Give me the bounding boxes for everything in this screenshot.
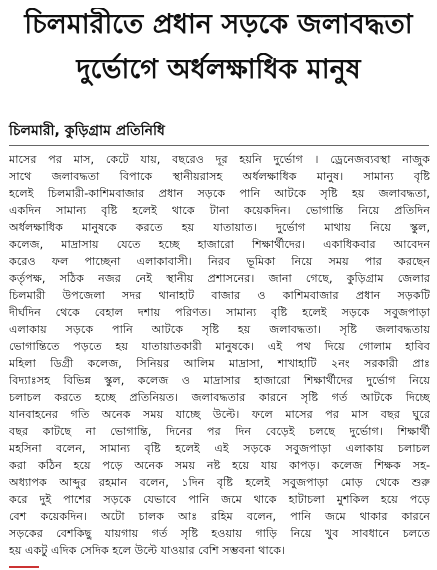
body-line: চিলমারী উপজেলা সদর থানাহাট বাজার ও কাশিমবাজার প্রধান সড়কটি [9, 289, 430, 302]
body-line: মাসের পর মাস, কেটে যায়, বছরেও দূর হয়নি দুর্ভোগ । ড্রেনেজব্যবস্থা নাজুক [9, 153, 430, 166]
body-line: হয় একটু এদিক সেদিক হলে উল্টে যাওয়ার বেশি সম্ভবনা থাকে। [9, 544, 286, 557]
body-line: কলেজ, মাদ্রাসায় যেতে হচ্ছে হাজারো শিক্ষার্থীদের। একাধিকবার আবেদন [9, 238, 430, 251]
body-line: মহিলা ডিগ্রী কলেজ, সিনিয়র আলিম মাদ্রাসা, শাখাহাটি ২নং সরকারী প্রাঃ [9, 357, 430, 370]
body-line: বিদ্যাঃসহ বিভিন্ন স্কুল, কলেজ ও মাদ্রাসার হাজারো শিক্ষার্থীদের দুর্ভোগ নিয়ে [9, 374, 430, 387]
body-line: করা কঠিন হয়ে পড়ে অনেক সময় নষ্ট হয়ে যায় কাপড়। কলেজ শিক্ষক সহ- [9, 459, 430, 472]
body-line: করেও ফল পাচ্ছেনা এলাকাবাসী। নিরব ভূমিকা নিয়ে সময় পার করছেন [9, 255, 430, 268]
body-line: মহসিনা বলেন, সামান্য বৃষ্টি হলেই এই সড়কে সবুজপাড়া এলাকায় চলাচল [9, 442, 430, 455]
body-line: কর্তৃপক্ষ, সঠিক নজর নেই স্থানীয় প্রশাসনের। জানা গেছে, কুড়িগ্রাম জেলার [9, 272, 430, 285]
body-line: যানবাহনের গতি অনেক সময় যাচ্ছে উল্টে। ফলে মাসের পর মাস বছর ঘুরে [9, 408, 430, 421]
body-line: সাথে জলাবদ্ধতা বিপাকে স্থানীয়রাসহ অর্ধলক্ষাধিক মানুষ। সামান্য বৃষ্টি [9, 170, 430, 183]
byline: চিলমারী, কুড়িগ্রাম প্রতিনিধি [9, 123, 165, 139]
edge-mark [9, 566, 39, 568]
divider [9, 145, 429, 146]
body-line: বছর কাটছে না ভোগান্তি, দিনের পর দিন বেড়েই চলছে দুর্ভোগ। শিক্ষার্থী [9, 425, 430, 438]
body-line: অর্ধলক্ষাধিক মানুষকে করতে হয় যাতায়াত। দুর্ভোগ মাথায় নিয়ে স্কুল, [9, 221, 430, 234]
body-line: এলাকায় সড়কে পানি আটকে সৃষ্টি হয় জলাবদ্ধতা। সৃষ্টি জলাবদ্ধতায় [9, 323, 430, 336]
body-line: বেশ কয়েকদিন। অটো চালক আঃ রহিম বলেন, পানি জমে থাকার কারনে [9, 510, 430, 523]
body-line: অধ্যাপক আব্দুর রহমান বলেন, ১দিন বৃষ্টি হলেই সবুজপাড়া মোড় থেকে শুরু [9, 476, 430, 489]
body-line: ভোগান্তিতে পড়তে হয় যাতায়াতকারী মানুষকে। এই পথ দিয়ে গোলাম হাবিব [9, 340, 430, 353]
article-body [9, 151, 430, 559]
body-line: হলেই চিলমারী-কাশিমবাজার প্রধান সড়কে পানি আটকে সৃষ্টি হয় জলাবদ্ধতা, [9, 187, 430, 200]
body-line: একদিন সামান্য বৃষ্টি হলেই থাকে টানা কয়েকদিন। ভোগান্তি নিয়ে প্রতিদিন [9, 204, 430, 217]
body-line: চলাচল করতে হচ্ছে প্রতিনিয়ত। জলাবদ্ধতার কারনে সৃষ্টি গর্ত আটকে দিচ্ছে [9, 391, 430, 404]
body-line: করে দুই পাশের সড়কে যেভাবে পানি জমে থাকে হাটাচলা মুশকিল হয়ে পড়ে [9, 493, 430, 506]
body-line: দীর্ঘদিন থেকে বেহাল দশায় পরিণত। সামান্য বৃষ্টি হলেই সড়কে সবুজপাড়া [9, 306, 430, 319]
headline-line-2: দুর্ভোগে অর্ধলক্ষাধিক মানুষ [76, 54, 361, 85]
headline-line-1: চিলমারীতে প্রধান সড়কে জলাবদ্ধতা [24, 9, 413, 40]
body-line: সড়কের বেশকিছু যায়গায় গর্ত সৃষ্টি হওয়ায় গাড়ি নিয়ে খুব সাবধানে চলতে [9, 527, 430, 540]
